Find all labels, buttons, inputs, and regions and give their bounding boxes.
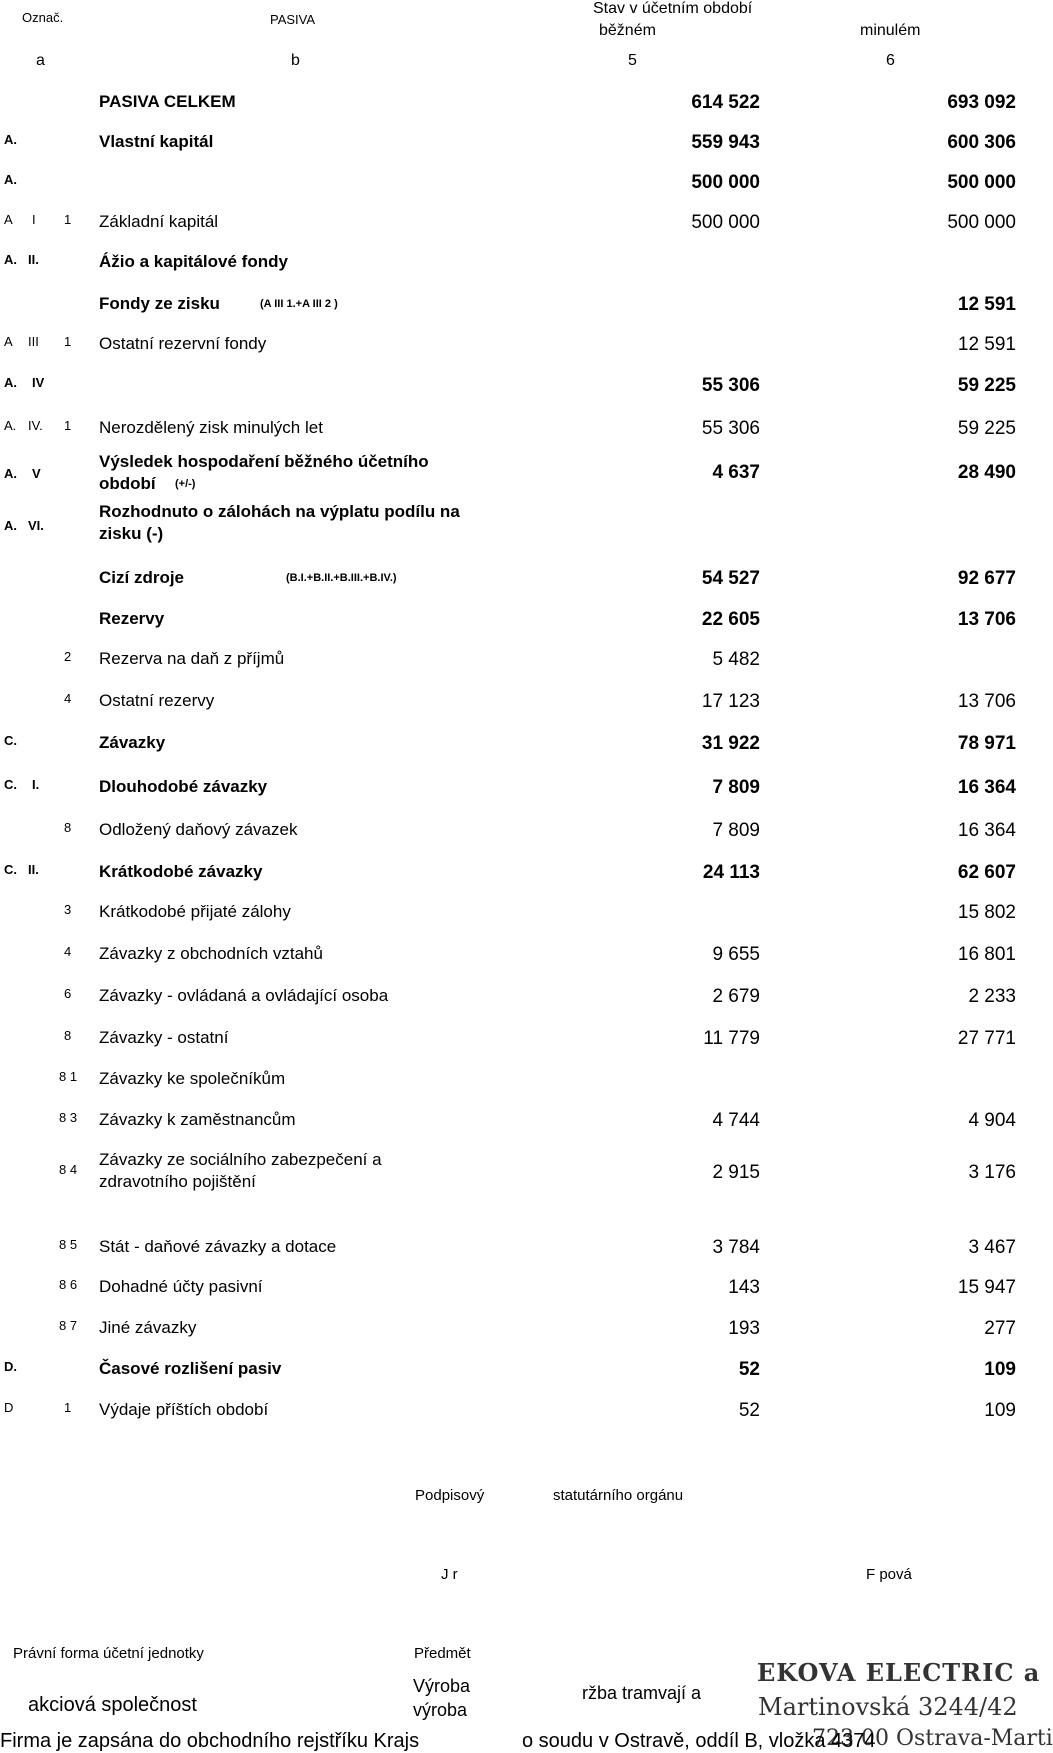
row-value-previous: 28 490 bbox=[957, 462, 1016, 483]
subject-line-1: Výroba bbox=[413, 1676, 471, 1696]
row-value-current: 2 679 bbox=[712, 986, 760, 1007]
column-header-oznac: Označ. bbox=[22, 10, 64, 25]
legal-form-value: akciová společnost bbox=[28, 1694, 197, 1716]
row-value-previous: 13 706 bbox=[957, 609, 1016, 630]
row-code-1: A. bbox=[4, 252, 17, 267]
row-label: Závazky - ovládaná a ovládající osoba bbox=[99, 986, 389, 1005]
row-code-1: A. bbox=[4, 132, 17, 147]
row-label: Výdaje příštích období bbox=[99, 1400, 269, 1419]
row-label: Stát - daňové závazky a dotace bbox=[99, 1237, 337, 1256]
row-label-line1: Závazky ze sociálního zabezpečení a bbox=[99, 1150, 382, 1169]
row-code-2: IV. bbox=[28, 418, 43, 433]
row-label: Časové rozlišení pasiv bbox=[99, 1359, 282, 1378]
row-label: Vlastní kapitál bbox=[99, 132, 214, 151]
row-code-1: A. bbox=[4, 518, 17, 533]
row-code-2: I bbox=[32, 212, 36, 227]
row-value-current: 2 915 bbox=[712, 1162, 760, 1183]
row-value-previous: 4 904 bbox=[968, 1110, 1016, 1131]
row-label-line1: Výsledek hospodaření běžného účetního bbox=[99, 452, 429, 471]
signature-label-right: statutárního orgánu bbox=[553, 1487, 684, 1504]
row-value-current: 3 784 bbox=[712, 1237, 760, 1258]
row-value-previous: 15 947 bbox=[957, 1277, 1016, 1298]
company-stamp-name: EKOVA ELECTRIC a bbox=[757, 1658, 1041, 1687]
row-code-3: 1 bbox=[64, 334, 72, 349]
column-sub-6: 6 bbox=[886, 52, 895, 69]
row-code-1: A. bbox=[4, 418, 17, 433]
row-code-3: 8 7 bbox=[59, 1318, 78, 1333]
row-code-2: VI. bbox=[28, 518, 44, 533]
row-code-3: 8 3 bbox=[59, 1110, 78, 1125]
row-code-3: 1 bbox=[64, 418, 72, 433]
row-formula: (B.I.+B.II.+B.III.+B.IV.) bbox=[286, 572, 397, 584]
row-label-line2: období bbox=[99, 474, 156, 493]
row-value-current: 31 922 bbox=[701, 733, 760, 754]
row-code-3: 8 4 bbox=[59, 1162, 78, 1177]
row-code-3: 8 5 bbox=[59, 1237, 78, 1252]
row-code-1: A bbox=[4, 212, 13, 227]
row-value-current: 7 809 bbox=[712, 777, 760, 798]
company-stamp-city: 723 00 Ostrava-Marti bbox=[812, 1726, 1053, 1751]
row-value-previous: 500 000 bbox=[947, 212, 1016, 233]
row-value-previous: 600 306 bbox=[947, 132, 1016, 153]
column-sub-b: b bbox=[291, 52, 300, 69]
row-value-current: 7 809 bbox=[712, 820, 760, 841]
row-code-2: III bbox=[28, 334, 39, 349]
row-code-3: 8 1 bbox=[59, 1069, 78, 1084]
row-code-3: 4 bbox=[64, 944, 72, 959]
row-code-1: D bbox=[4, 1400, 14, 1415]
row-label: Krátkodobé přijaté zálohy bbox=[99, 902, 291, 921]
row-code-3: 2 bbox=[64, 649, 72, 664]
row-label: Dlouhodobé závazky bbox=[99, 777, 268, 796]
subject-line-2: výroba bbox=[413, 1700, 468, 1720]
signature-name-left: J r bbox=[441, 1566, 458, 1583]
row-value-previous: 693 092 bbox=[947, 92, 1016, 113]
row-label: Ostatní rezervy bbox=[99, 691, 215, 710]
row-code-1: C. bbox=[4, 862, 17, 877]
row-value-previous: 12 591 bbox=[957, 334, 1016, 355]
row-value-previous: 3 467 bbox=[968, 1237, 1016, 1258]
row-code-2: I. bbox=[32, 777, 40, 792]
row-code-3: 1 bbox=[64, 212, 72, 227]
row-value-previous: 2 233 bbox=[968, 986, 1016, 1007]
row-value-current: 4 744 bbox=[712, 1110, 760, 1131]
row-value-current: 193 bbox=[728, 1318, 760, 1339]
row-value-current: 52 bbox=[738, 1359, 760, 1380]
row-code-2: V bbox=[32, 466, 41, 481]
row-code-1: D. bbox=[4, 1359, 17, 1374]
column-header-bezne: běžném bbox=[599, 22, 656, 39]
row-value-previous: 78 971 bbox=[957, 733, 1016, 754]
row-label-line1: Rozhodnuto o zálohách na výplatu podílu na bbox=[99, 502, 460, 521]
row-value-current: 55 306 bbox=[701, 375, 760, 396]
row-code-1: A. bbox=[4, 172, 17, 187]
row-value-current: 22 605 bbox=[701, 609, 760, 630]
row-value-current: 17 123 bbox=[701, 691, 760, 712]
row-formula: (A III 1.+A III 2 ) bbox=[260, 298, 338, 310]
row-label: Cizí zdroje bbox=[99, 568, 185, 587]
row-value-previous: 16 801 bbox=[957, 944, 1016, 965]
row-label: Nerozdělený zisk minulých let bbox=[99, 418, 323, 437]
registry-text-right: o soudu v Ostravě, oddíl B, vložka 4374 bbox=[522, 1730, 876, 1752]
row-label: Závazky z obchodních vztahů bbox=[99, 944, 323, 963]
row-value-current: 11 779 bbox=[703, 1028, 760, 1049]
subject-label: Předmět bbox=[414, 1645, 471, 1662]
row-value-previous: 15 802 bbox=[957, 902, 1016, 923]
row-value-previous: 16 364 bbox=[957, 820, 1016, 841]
row-value-current: 9 655 bbox=[712, 944, 760, 965]
row-value-current: 5 482 bbox=[712, 649, 760, 670]
row-value-previous: 27 771 bbox=[957, 1028, 1016, 1049]
column-sub-5: 5 bbox=[628, 52, 637, 69]
row-code-1: A bbox=[4, 334, 13, 349]
row-value-current: 55 306 bbox=[701, 418, 760, 439]
row-value-current: 500 000 bbox=[691, 172, 760, 193]
row-value-current: 24 113 bbox=[702, 862, 760, 883]
column-sub-a: a bbox=[36, 52, 45, 69]
row-label: Ostatní rezervní fondy bbox=[99, 334, 267, 353]
row-code-3: 8 bbox=[64, 1028, 72, 1043]
row-code-1: C. bbox=[4, 777, 17, 792]
row-label: Rezerva na daň z příjmů bbox=[99, 649, 285, 668]
row-code-3: 1 bbox=[64, 1400, 72, 1415]
row-label-line2: zdravotního pojištění bbox=[99, 1172, 256, 1191]
row-label: Jiné závazky bbox=[99, 1318, 197, 1337]
column-header-minule: minulém bbox=[860, 22, 921, 39]
row-code-3: 8 bbox=[64, 820, 72, 835]
subject-extra: ržba tramvají a bbox=[582, 1683, 702, 1703]
row-code-3: 6 bbox=[64, 986, 72, 1001]
row-value-previous: 13 706 bbox=[957, 691, 1016, 712]
row-formula: (+/-) bbox=[175, 478, 196, 490]
row-label: Ážio a kapitálové fondy bbox=[99, 252, 288, 271]
row-value-previous: 92 677 bbox=[957, 568, 1016, 589]
row-label: Závazky bbox=[99, 733, 166, 752]
row-code-3: 4 bbox=[64, 691, 72, 706]
row-code-1: A. bbox=[4, 466, 17, 481]
row-value-previous: 62 607 bbox=[957, 862, 1016, 883]
row-label-line2: zisku (-) bbox=[99, 524, 164, 543]
row-value-current: 143 bbox=[728, 1277, 760, 1298]
row-label: Základní kapitál bbox=[99, 212, 219, 231]
row-label: Rezervy bbox=[99, 609, 165, 628]
registry-text-left: Firma je zapsána do obchodního rejstříku Krajs bbox=[0, 1730, 420, 1752]
row-value-previous: 277 bbox=[984, 1318, 1016, 1339]
row-value-previous: 16 364 bbox=[957, 777, 1016, 798]
row-label: Odložený daňový závazek bbox=[99, 820, 298, 839]
row-label: Závazky ke společníkům bbox=[99, 1069, 286, 1088]
legal-form-label: Právní forma účetní jednotky bbox=[13, 1645, 204, 1662]
row-value-current: 52 bbox=[738, 1400, 760, 1421]
row-value-previous: 3 176 bbox=[968, 1162, 1016, 1183]
row-value-previous: 109 bbox=[984, 1400, 1016, 1421]
row-value-previous: 59 225 bbox=[957, 375, 1016, 396]
row-label: Krátkodobé závazky bbox=[99, 862, 263, 881]
row-code-3: 3 bbox=[64, 902, 72, 917]
column-header-stav: Stav v účetním období bbox=[593, 0, 753, 17]
company-stamp-address: Martinovská 3244/42 bbox=[758, 1693, 1018, 1721]
row-value-current: 559 943 bbox=[691, 132, 760, 153]
row-label: Fondy ze zisku bbox=[99, 294, 220, 313]
row-code-3: 8 6 bbox=[59, 1277, 78, 1292]
row-label: Závazky - ostatní bbox=[99, 1028, 229, 1047]
row-label: Závazky k zaměstnancům bbox=[99, 1110, 296, 1129]
row-value-current: 54 527 bbox=[701, 568, 760, 589]
row-label: Dohadné účty pasivní bbox=[99, 1277, 263, 1296]
row-value-current: 500 000 bbox=[691, 212, 760, 233]
column-header-pasiva: PASIVA bbox=[270, 12, 316, 27]
row-label: PASIVA CELKEM bbox=[99, 92, 236, 111]
row-code-2: II. bbox=[28, 862, 39, 877]
row-code-1: C. bbox=[4, 733, 17, 748]
row-value-current: 4 637 bbox=[712, 462, 760, 483]
signature-label-left: Podpisový bbox=[415, 1487, 485, 1504]
row-value-current: 614 522 bbox=[691, 92, 760, 113]
row-value-previous: 59 225 bbox=[957, 418, 1016, 439]
row-code-1: A. bbox=[4, 375, 17, 390]
row-code-2: II. bbox=[28, 252, 39, 267]
row-value-previous: 500 000 bbox=[947, 172, 1016, 193]
row-code-2: IV bbox=[32, 375, 45, 390]
signature-name-right: F pová bbox=[866, 1566, 912, 1583]
row-value-previous: 109 bbox=[984, 1359, 1016, 1380]
row-value-previous: 12 591 bbox=[957, 294, 1016, 315]
